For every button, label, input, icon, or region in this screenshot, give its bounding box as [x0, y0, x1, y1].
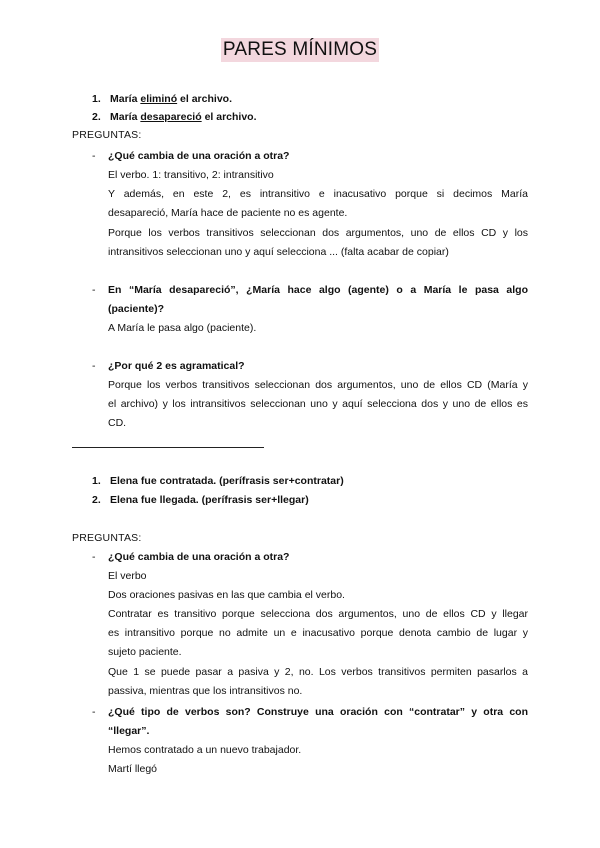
answer-line: A María le pasa algo (paciente).	[108, 322, 257, 334]
title-container	[0, 38, 600, 62]
answer-line: Porque los verbos transitivos seleccionan dos argumentos, uno de ellos CD (María y	[108, 379, 528, 391]
answer-line: Porque los verbos transitivos seleccionan dos argumentos, uno de ellos CD y los	[108, 227, 528, 239]
answer-line: intransitivos seleccionan uno y aquí selecciona ... (falta acabar de copiar)	[108, 246, 449, 258]
preguntas-label: PREGUNTAS:	[72, 532, 142, 544]
question-1: ¿Qué cambia de una oración a otra?	[108, 150, 290, 162]
question-1: ¿Qué cambia de una oración a otra?	[108, 551, 290, 563]
sentence-2: Elena fue llegada. (perífrasis ser+llegar)	[110, 494, 309, 506]
answer-line: Dos oraciones pasivas en las que cambia el verbo.	[108, 589, 345, 601]
question-2-line2: (paciente)?	[108, 303, 165, 315]
sentence-verb: desapareció	[140, 111, 202, 123]
sentence-post: el archivo.	[177, 93, 232, 105]
section-separator	[72, 447, 264, 448]
answer-line: passiva, mientras que los intransitivos no.	[108, 685, 303, 697]
sentence-2	[110, 111, 257, 123]
sentence-pre: María	[110, 111, 141, 123]
bullet-dash: -	[92, 551, 96, 563]
bullet-dash: -	[92, 360, 96, 372]
answer-line: CD.	[108, 417, 127, 429]
sentence-number: 2.	[92, 111, 101, 123]
answer-line: Contratar es transitivo porque selecciona dos argumentos, uno de ellos CD y llegar	[108, 608, 528, 620]
answer-line: desapareció, María hace de paciente no es agente.	[108, 207, 348, 219]
question-2-line1: ¿Qué tipo de verbos son? Construye una oración con “contratar” y otra con	[108, 706, 528, 718]
bullet-dash: -	[92, 284, 96, 296]
answer-line: Y además, en este 2, es intransitivo e inacusativo porque si decimos María	[108, 188, 528, 200]
bullet-dash: -	[92, 706, 96, 718]
question-3: ¿Por qué 2 es agramatical?	[108, 360, 245, 372]
sentence-number: 1.	[92, 475, 101, 487]
sentence-number: 2.	[92, 494, 101, 506]
bullet-dash: -	[92, 150, 96, 162]
answer-line: es intransitivo porque no admite un e inacusativo porque denota cambio de lugar y	[108, 627, 528, 639]
sentence-verb: eliminó	[140, 93, 178, 105]
preguntas-label: PREGUNTAS:	[72, 129, 142, 141]
sentence-1: Elena fue contratada. (perífrasis ser+contratar)	[110, 475, 344, 487]
sentence-number: 1.	[92, 93, 101, 105]
sentence-pre: María	[110, 93, 141, 105]
sentence-post: el archivo.	[201, 111, 257, 123]
question-2-line2: “llegar”.	[108, 725, 150, 737]
answer-line: el archivo) y los intransitivos seleccionan uno y aquí selecciona dos y uno de ellos es	[108, 398, 528, 410]
answer-line: Martí llegó	[108, 763, 158, 775]
sentence-1	[110, 93, 232, 105]
page-title: PARES MÍNIMOS	[222, 39, 378, 60]
question-2-line1: En “María desapareció”, ¿María hace algo (agente) o a María le pasa algo	[108, 284, 528, 296]
answer-line: sujeto paciente.	[108, 646, 182, 658]
answer-line: El verbo. 1: transitivo, 2: intransitivo	[108, 169, 274, 181]
answer-line: Hemos contratado a un nuevo trabajador.	[108, 744, 302, 756]
answer-line: El verbo	[108, 570, 147, 582]
answer-line: Que 1 se puede pasar a pasiva y 2, no. Los verbos transitivos permiten pasarlos a	[108, 666, 528, 678]
